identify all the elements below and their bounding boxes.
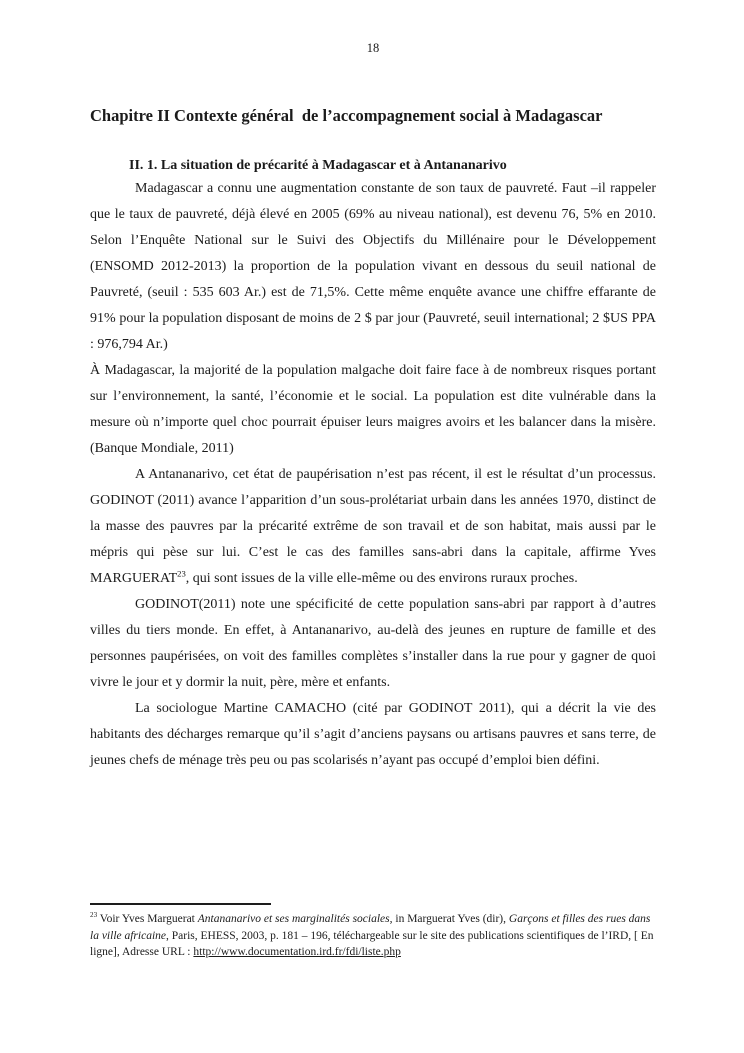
footnote-marker: 23 bbox=[90, 911, 98, 920]
footnote-text-part1: Voir Yves Marguerat bbox=[97, 913, 198, 925]
footnote-23 bbox=[90, 911, 656, 961]
footnote-text-part2: in Marguerat Yves (dir), bbox=[392, 913, 509, 925]
footnote-url-link[interactable]: http://www.documentation.ird.fr/fdi/liste.php bbox=[193, 946, 401, 958]
paragraph-pauperisation bbox=[90, 462, 656, 592]
section-title: II. 1. La situation de précarité à Madagascar et à Antananarivo bbox=[129, 158, 507, 173]
footnote-reference-23: 23 bbox=[177, 568, 186, 579]
footnote-section bbox=[90, 903, 656, 961]
paragraph-vulnerability: À Madagascar, la majorité de la population malgache doit faire face à de nombreux risques portant sur l’environnement, la santé, l’économie et le social. La population est dite vulnérable dans la mesure où n’importe quel choc pourrait épuiser leurs maigres avoirs et les balancer dans la misère. (Banque Mondiale, 2011) bbox=[90, 363, 656, 456]
footnote-title-italic-2: Garçons et filles des rues dans la ville africaine bbox=[90, 913, 651, 942]
paragraph-godinot-specificity: GODINOT(2011) note une spécificité de cette population sans-abri par rapport à d’autres villes du tiers monde. En effet, à Antananarivo, au-delà des jeunes en rupture de famille et des personnes paupérisées, on voit des familles complètes s’installer dans la rue pour y gagner de quoi vivre le jour et y dormir la nuit, père, mère et enfants. bbox=[90, 597, 656, 690]
paragraph-camacho: La sociologue Martine CAMACHO (cité par GODINOT 2011), qui a décrit la vie des habitants des décharges remarque qu’il s’agit d’anciens paysans ou artisans pauvres et sans terre, de jeunes chefs de ménage très peu ou pas scolarisés n’ayant pas occupé d’emploi bien défini. bbox=[90, 701, 656, 768]
paragraph-poverty-rate: Madagascar a connu une augmentation constante de son taux de pauvreté. Faut –il rappeler que le taux de pauvreté, déjà élevé en 2005 (69% au niveau national), est devenu 76, 5% en 2010. Selon l’Enquête National sur le Suivi des Objectifs du Millénaire pour le Développement (ENSOMD 2012-2013) la proportion de la population vivant en dessous du seuil national de Pauvreté, (seuil : 535 603 Ar.) est de 71,5%. Cette même enquête avance une chiffre effarante de 91% pour la population disposant de moins de 2 $ par jour (Pauvreté, seuil international; 2 $US PPA : 976,794 Ar.) bbox=[90, 181, 656, 352]
footnote-separator bbox=[90, 903, 271, 905]
chapter-title: Chapitre II Contexte général de l’accompagnement social à Madagascar bbox=[90, 106, 603, 125]
footnote-text-part3: , Paris, EHESS, 2003, p. 181 – 196, téléchargeable sur le site des publications scientifiques de l’IRD, [ En ligne], Adresse URL : bbox=[90, 929, 654, 958]
paragraph-pauperisation-text-end: , qui sont issues de la ville elle-même ou des environs ruraux proches. bbox=[185, 571, 578, 586]
page-number: 18 bbox=[366, 41, 380, 55]
paragraph-pauperisation-text: A Antananarivo, cet état de paupérisation n’est pas récent, il est le résultat d’un processus. GODINOT (2011) avance l’apparition d’un sous-prolétariat urbain dans les années 1970, distinct de la masse des pauvres par la précarité extrême de son travail et de son habitat, mais aussi par le mépris qui pèse sur lui. C’est le cas des familles sans-abri dans la capitale, affirme Yves MARGUERAT bbox=[90, 467, 656, 586]
footnote-title-italic-1: Antananarivo et ses marginalités sociales, bbox=[197, 913, 393, 925]
